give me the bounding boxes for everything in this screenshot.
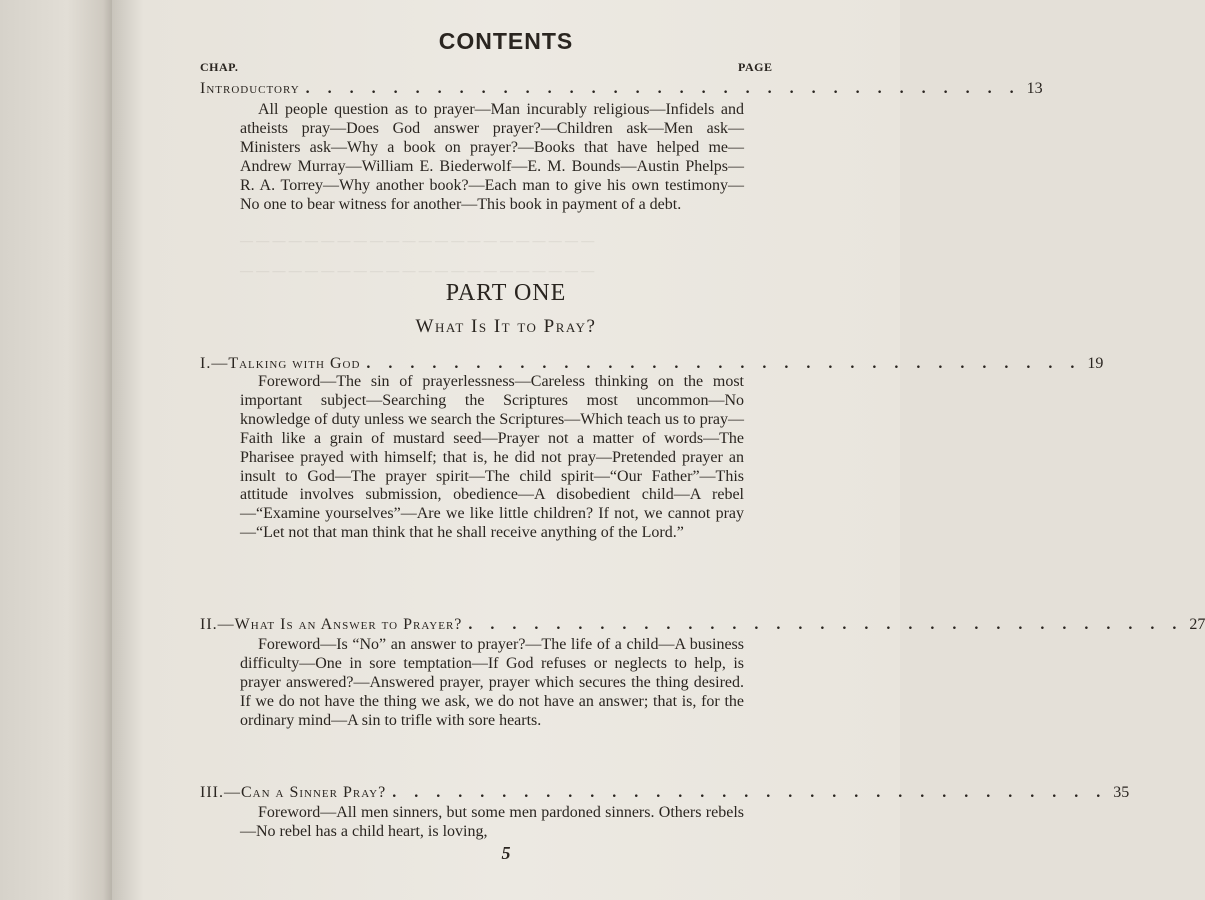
part-subtitle: What Is It to Pray? (415, 316, 597, 337)
chapter-1-description: Foreword—The sin of prayerlessness—Careless thinking on the most important subject—Searching the Scriptures most uncommon—No knowledge of duty unless we search the Scriptures—Which teach us to pray—Faith like a grain of mustard seed—Prayer not a matter of words—The Pharisee prayed with himself; that is, he did not pray—Pretended prayer an insult to God—The prayer spirit—The child spirit—“Our Father”—This attitude involves submission, obedience—A disobedient child—A rebel—“Examine yourselves”—Are we like little children? If not, we cannot pray—“Let not that man think that he shall receive anything of the Lord.” (240, 373, 744, 542)
dot-leader: . . . . . . . . . . . . . . . . . . . . . . . . . . . . . . . . . (305, 80, 1021, 97)
entry-title: Introductory (200, 80, 300, 97)
chapter-2-description: Foreword—Is “No” an answer to prayer?—The life of a child—A business difficulty—One in sore temptation—If God refuses or neglects to help, is prayer answered?—Answered prayer, prayer which secures the thing desired. If we do not have the thing we ask, we do not have an answer; that is, for the ordinary mind—A sin to trifle with sore hearts. (240, 636, 744, 729)
part-heading: PART ONE (445, 280, 567, 306)
entry-title: III.—Can a Sinner Pray? (200, 784, 387, 801)
page-number: 13 (1026, 80, 1043, 97)
entry-title: I.—Talking with God (200, 355, 361, 372)
chap-column-label: CHAP. (200, 60, 239, 74)
dot-leader: . . . . . . . . . . . . . . . . . . . . . . . . . . . . . . . . . (468, 616, 1184, 633)
contents-title: CONTENTS (438, 28, 574, 54)
dot-leader: . . . . . . . . . . . . . . . . . . . . . . . . . . . . . . . . . (392, 784, 1108, 801)
page-number: 19 (1087, 355, 1104, 372)
introductory-description: All people question as to prayer—Man incurably religious—Infidels and atheists pray—Does God answer prayer?—Children ask—Men ask—Ministers ask—Why a book on prayer?—Books that have helped me—Andrew Murray—William E. Biederwolf—E. M. Bounds—Austin Phelps—R. A. Torrey—Why another book?—Each man to give his own testimony—No one to bear witness for another—This book in payment of a debt. (240, 101, 744, 213)
toc-entry-chapter-2 (200, 614, 1205, 634)
toc-entry-chapter-3 (200, 782, 1130, 802)
show-through-text: — — — — — — — — — — — — — — — — — — — — — — (240, 233, 595, 248)
facing-page (0, 0, 112, 900)
chapter-3-description: Foreword—All men sinners, but some men pardoned sinners. Others rebels—No rebel has a child heart, is loving, (240, 804, 744, 840)
page-column-label: PAGE (738, 60, 773, 74)
entry-title: II.—What Is an Answer to Prayer? (200, 616, 463, 633)
page-number: 27 (1189, 616, 1205, 633)
page-number: 35 (1113, 784, 1130, 801)
toc-entry-introductory (200, 78, 1043, 98)
show-through-text: — — — — — — — — — — — — — — — — — — — — — — (240, 263, 595, 278)
dot-leader: . . . . . . . . . . . . . . . . . . . . . . . . . . . . . . . . . (366, 355, 1082, 372)
page-folio: 5 (501, 843, 511, 863)
toc-entry-chapter-1 (200, 353, 1104, 373)
